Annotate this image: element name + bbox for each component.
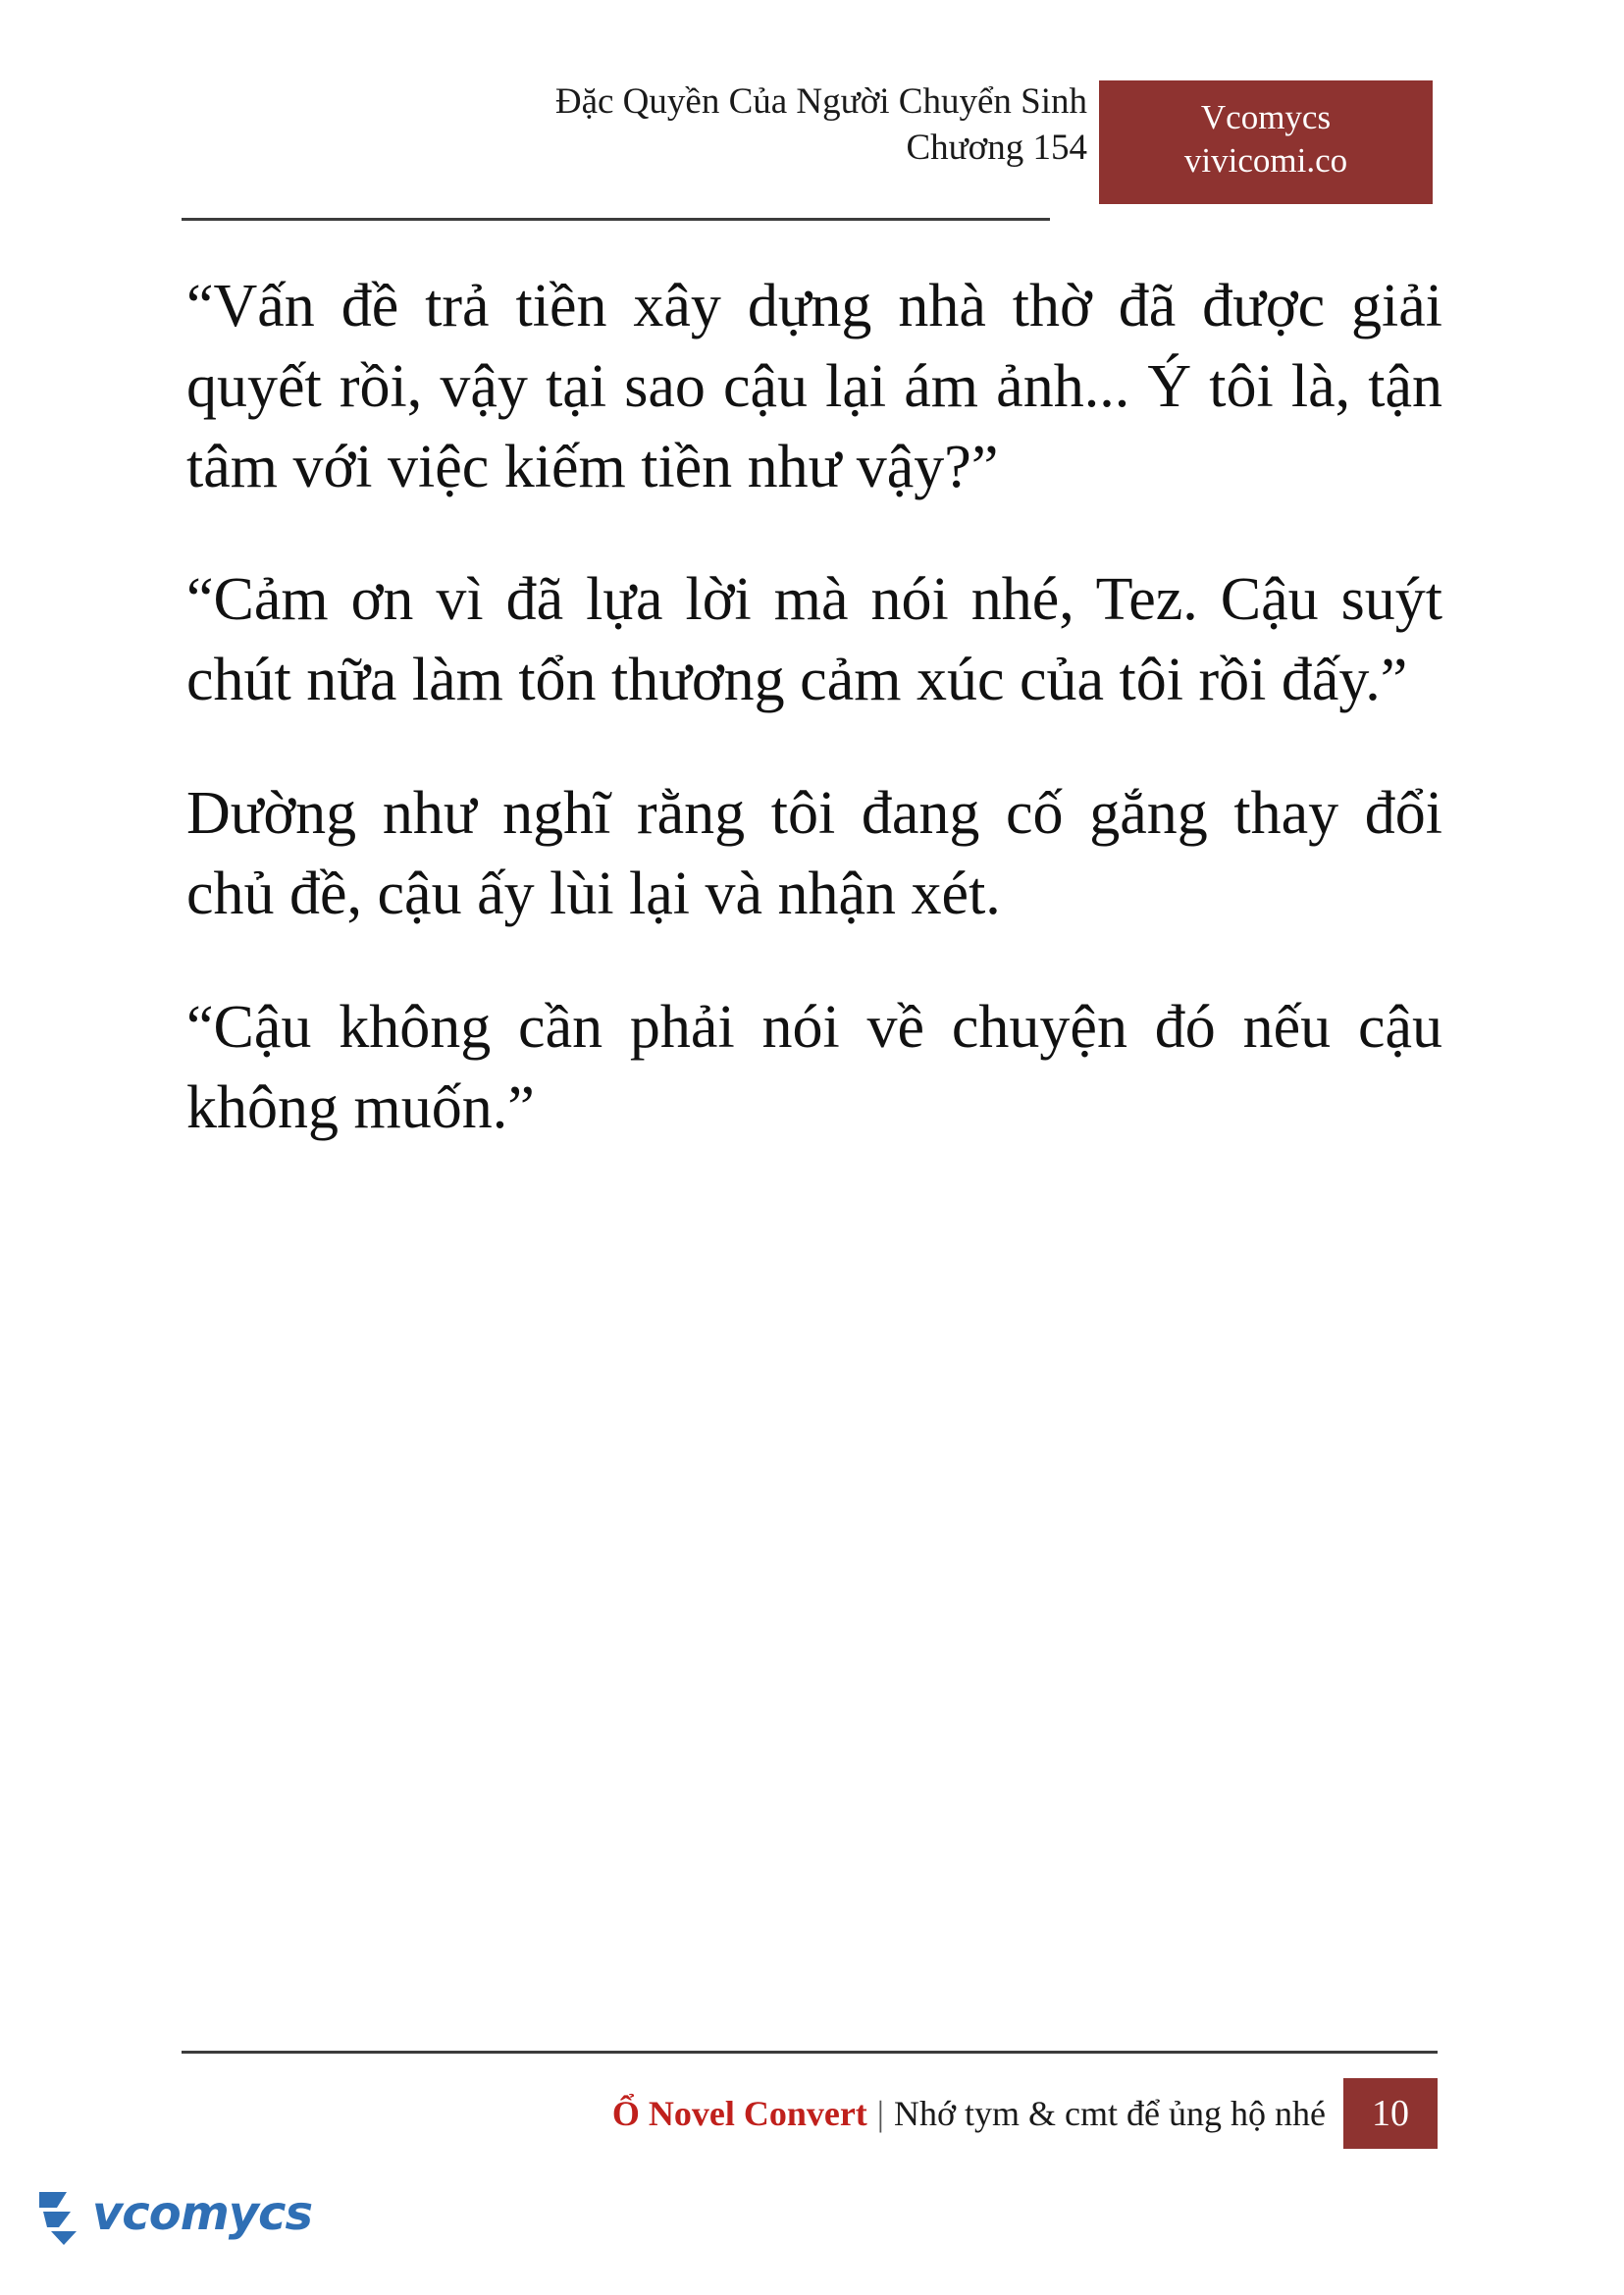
footer-divider [182,2051,1438,2054]
watermark-logo [37,2180,313,2265]
paragraph: “Vấn đề trả tiền xây dựng nhà thờ đã được giải quyết rồi, vậy tại sao cậu lại ám ảnh... Ý tôi là, tận tâm với việc kiếm tiền như vậy?” [186,273,1442,500]
footer-separator: | [876,2094,885,2133]
novel-title: Đặc Quyền Của Người Chuyển Sinh [554,81,1087,122]
site-badge-url: vivicomi.co [1183,140,1348,180]
header-divider [182,218,1050,221]
paragraph: “Cậu không cần phải nói về chuyện đó nếu cậu không muốn.” [186,993,1442,1141]
watermark-text: vcomycs [92,2186,313,2241]
site-badge-name: Vcomycs [1200,98,1332,136]
footer-brand: Ổ Novel Convert [611,2094,867,2133]
header-title-block [555,78,1087,172]
chapter-body [186,267,1442,1148]
paragraph: Dường như nghĩ rằng tôi đang cố gắng thay đổi chủ đề, cậu ấy lùi lại và nhận xét. [186,780,1442,927]
page-number-badge: 10 [1343,2078,1438,2149]
paragraph: “Cảm ơn vì đã lựa lời mà nói nhé, Tez. Cậu suýt chút nữa làm tổn thương cảm xúc của tôi rồi đấy.” [186,566,1442,714]
page-header [182,78,1433,216]
vcomycs-mark-icon [37,2188,98,2245]
page-footer [182,2078,1438,2149]
site-badge [1099,80,1433,204]
footer-text-block [612,2078,1343,2149]
chapter-title: Chương 154 [906,128,1087,169]
footer-content [612,2078,1438,2149]
footer-note: Nhớ tym & cmt để ủng hộ nhé [894,2094,1326,2133]
